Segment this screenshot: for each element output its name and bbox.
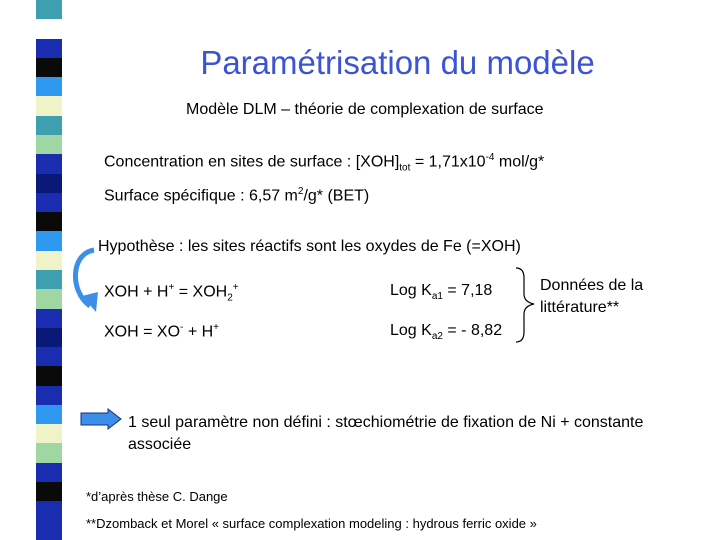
hypothesis-text: Hypothèse : les sites réactifs sont les oxydes de Fe (=XOH) [98, 238, 521, 255]
stripe-square [36, 270, 62, 289]
stripe-square [36, 463, 62, 482]
stripe-square [36, 328, 62, 347]
stripe-square [36, 366, 62, 385]
stripe-square [36, 174, 62, 193]
stripe-square [36, 347, 62, 366]
right-brace-icon [514, 266, 536, 346]
curved-arrow-icon [68, 248, 98, 318]
stripe-square [36, 116, 62, 135]
log-ka2: Log $K_{a2}$ = - 8,82 [390, 322, 503, 343]
stripe-square [36, 482, 62, 501]
stripe-square [36, 424, 62, 443]
stripe-square [36, 405, 62, 424]
slide-subtitle: Modèle DLM – théorie de complexation de surface [186, 101, 544, 118]
stripe-square [36, 443, 62, 462]
stripe-square [36, 0, 62, 19]
equation-1: XOH + $H^+ = XOH_2^+$ [104, 282, 239, 304]
footnote-1: *d’après thèse C. Dange [86, 489, 228, 504]
stripe-square [36, 135, 62, 154]
equation-2: XOH = XO- + H+ [104, 322, 220, 341]
stripe-square [36, 501, 62, 520]
stripe-square [36, 386, 62, 405]
surface-line: Surface spécifique : 6,57 $m^2/g*$ (BET) [104, 186, 370, 205]
references-label: Données de la littérature** [540, 277, 644, 316]
log-ka1: Log $K_{a1} = 7,18$ [390, 282, 493, 303]
stripe-square [36, 212, 62, 231]
stripe-square [36, 193, 62, 212]
concentration-line: Concentration en sites de surface : $[XOH]_{tot} = 1,71x10^{-4}$ mol/g* [104, 152, 545, 174]
stripe-square [36, 231, 62, 250]
stripe-square [36, 289, 62, 308]
slide-title: Paramétrisation du modèle [200, 44, 595, 81]
stripe-square [36, 19, 62, 38]
stripe-square [36, 251, 62, 270]
footnote-2: **Dzomback et Morel « surface complexation modeling : hydrous ferric oxide » [86, 516, 537, 531]
conclusion-text: 1 seul paramètre non défini : stœchiométrie de fixation de Ni + constante associée [128, 414, 644, 453]
stripe-square [36, 309, 62, 328]
stripe-square [36, 154, 62, 173]
stripe-square [36, 96, 62, 115]
stripe-square [36, 521, 62, 540]
block-arrow-icon [80, 408, 122, 430]
